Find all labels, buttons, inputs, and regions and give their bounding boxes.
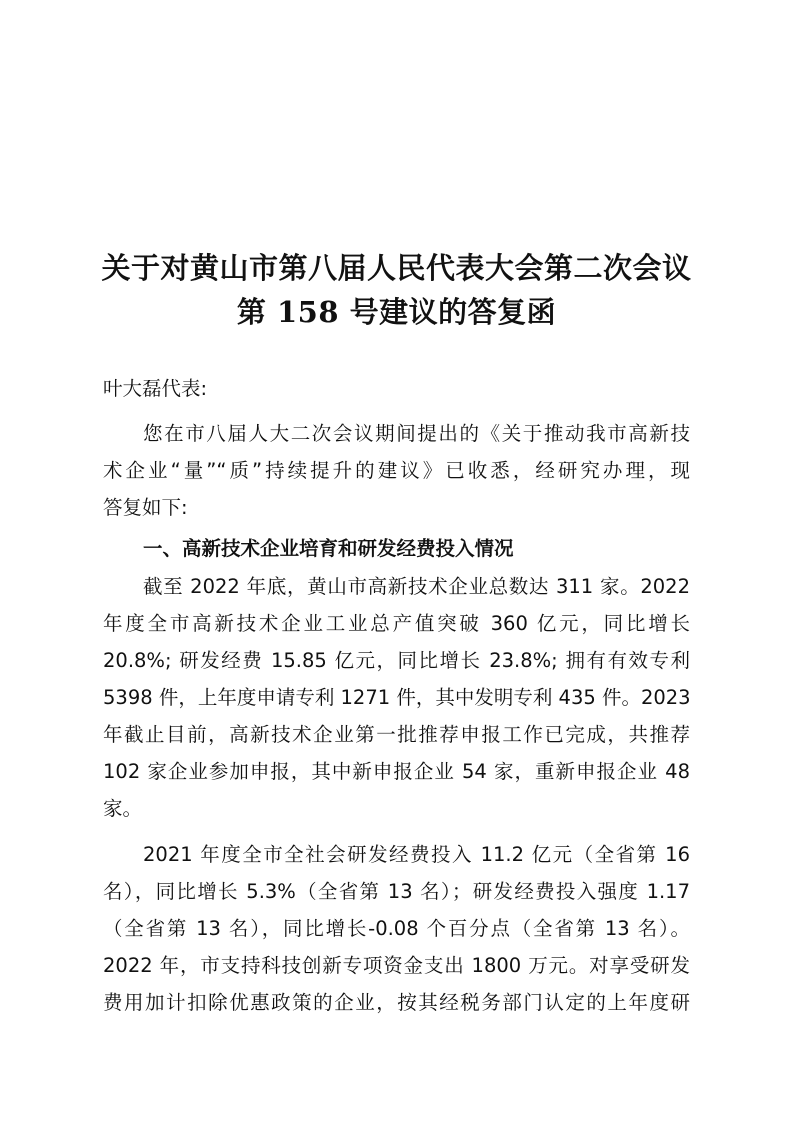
paragraph-line: 截至 2022 年底，黄山市高新技术企业总数达 311 家。2022 xyxy=(143,575,690,598)
document-title-line-2: 第 158 号建议的答复函 xyxy=(236,295,557,329)
paragraph-line: 102 家企业参加申报，其中新申报企业 54 家，重新申报企业 48 xyxy=(103,760,690,783)
salutation: 叶大磊代表: xyxy=(103,377,208,400)
paragraph-line: 年度全市高新技术企业工业总产值突破 360 亿元，同比增长 xyxy=(103,612,690,635)
paragraph-line: （全省第 13 名），同比增长-0.08 个百分点（全省第 13 名）。 xyxy=(103,917,690,940)
paragraph-line: 年截止目前，高新技术企业第一批推荐申报工作已完成，共推荐 xyxy=(103,723,690,746)
paragraph-line: 费用加计扣除优惠政策的企业，按其经税务部门认定的上年度研 xyxy=(103,991,690,1014)
paragraph-line: 5398 件，上年度申请专利 1271 件，其中发明专利 435 件。2023 xyxy=(103,686,691,709)
section-heading: 一、高新技术企业培育和研发经费投入情况 xyxy=(143,537,514,560)
paragraph-line: 2022 年，市支持科技创新专项资金支出 1800 万元。对享受研发 xyxy=(103,954,690,977)
paragraph-line: 2021 年度全市全社会研发经费投入 11.2 亿元（全省第 16 xyxy=(143,843,690,866)
paragraph-line: 家。 xyxy=(103,797,143,820)
paragraph-line: 术企业“量”“质”持续提升的建议》已收悉，经研究办理，现 xyxy=(103,459,690,482)
paragraph-line: 20.8%; 研发经费 15.85 亿元，同比增长 23.8%; 拥有有效专利 xyxy=(103,649,690,672)
paragraph-line: 答复如下: xyxy=(103,496,188,519)
paragraph-line: 您在市八届人大二次会议期间提出的《关于推动我市高新技 xyxy=(143,422,690,445)
paragraph-line: 名），同比增长 5.3%（全省第 13 名）；研发经费投入强度 1.17 xyxy=(103,880,690,903)
document-title-line-1: 关于对黄山市第八届人民代表大会第二次会议 xyxy=(101,251,692,285)
